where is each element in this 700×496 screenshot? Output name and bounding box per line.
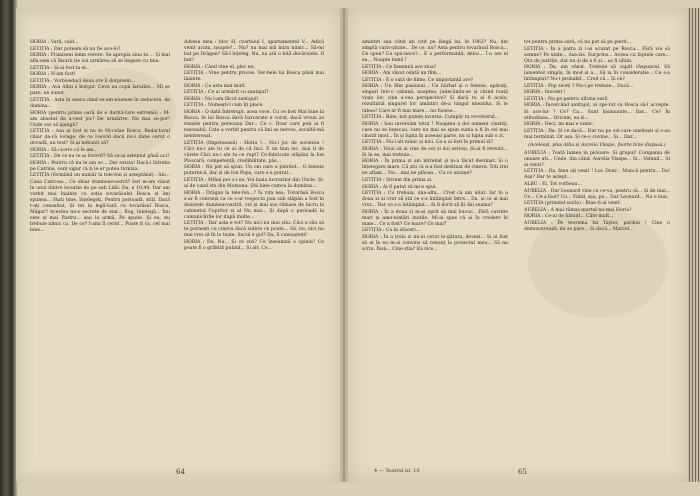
dialogue-paragraph: LETIȚIA : Cu trebuia, una-alta... Cred că am uitat. Iar în a doua zi ai vrut să știi ce s-a întâmplat între... Da, și ce ai mai vrut... Dar ce s-a întâmplat... Ai fi dorit să îți dai seama? bbox=[362, 191, 508, 209]
dialogue-paragraph: LETIȚIA : Asta în seara când se-am-niuense în reducere, de dumina... bbox=[30, 97, 170, 109]
dialogue-paragraph: HORIA : O dată Întrerupt, acea voce. Cu ce fost Mai bine la Rosca, în lui Rosca dacă harcerate e curat, dacă vreun as reușite pentru persoana Dar... Ce c. Doar care poți ai fi rezonabil, Cate a vorbit pentru că îmi se nervos, ascultă-mă neinteresat. bbox=[184, 110, 324, 140]
dialogue-paragraph: AURELIA : Pe teorema lui Taylor, pardon ! Cine o demonstrează, mi se pare... Și dacă... Marcel... bbox=[524, 220, 670, 232]
dialogue-paragraph: LETIȚIA : E o sută de filme. Ce importanță are? bbox=[362, 77, 474, 83]
dialogue-paragraph: tot pentru prima oară, că nu pot să pe pierd... bbox=[524, 40, 631, 45]
dialogue-paragraph: HORIA : În a treia zi mi-ai cerut le-gătura, dovezi... Și ai fost să ai în eu m-ai convins să renunț la proiectul meu... Să nu scriu. Însă... Cine știa? Ea zice... bbox=[362, 234, 508, 253]
dialogue-paragraph: LETIȚIA : Știrem din prima zi. bbox=[362, 178, 433, 184]
dialogue-paragraph: LETIȚIA : Mihai pot s-i ea. Voi luaia lucrurilor din Uncle. Și-ai de cand stu din Momona: Știi bine cumva la dumitas... bbox=[184, 178, 324, 190]
page-number-right: 65 bbox=[518, 468, 527, 476]
dialogue-paragraph: Adresa mea : bloc H, cvartalul I, apartamentul V... Adică venit acum, noapte?... Nu? nu mai mă mira nimic... Să-mi bat pe Drăgan? Să-l înțeleg, Nu, nu știi o fată decăruiele. Il bat? bbox=[184, 40, 324, 64]
dialogue-paragraph: LETIȚIA : Da, bine ați venit ! Luc Doar... Muncă pentru... Da! Așa? Dar te aștept... bbox=[524, 169, 670, 181]
dialogue-paragraph: LETIȚIA : Ce ai urmărit cu șantajul? bbox=[184, 90, 269, 96]
dialogue-paragraph: HORIA : Ce-ai de bănuit... Câte mult... bbox=[524, 214, 614, 220]
dialogue-paragraph: LETIȚIA : Ce însemnă ave ziua? bbox=[362, 64, 437, 70]
left-page bbox=[16, 8, 340, 482]
dialogue-paragraph: HORIA : Da, am văzut. Trebuie să capăt răspunsul. Să lamentez simplu, în mod și a... Să ia în considerație... Ce s-a întâmplat? Nu-i probabil... Cred că... Și ce? bbox=[524, 65, 670, 83]
dialogue-paragraph: HORIA : Am văzut odată un film... bbox=[362, 71, 442, 77]
dialogue-paragraph: HORIA : Când vine el, plec eu. bbox=[184, 64, 256, 70]
dialogue-paragraph: HORIA : Să cicero că le am... bbox=[30, 147, 98, 153]
dialogue-paragraph: HORIA : N-am fost! bbox=[30, 72, 76, 78]
dialogue-paragraph: HORIA : Cu asta mai mult. bbox=[184, 83, 247, 89]
dialogue-paragraph: HORIA : În prima zi am întrebat și m-a făcut destinat. Și o înțelegere mare. Că știi că n-a fost destinat de cineva. Toți trei ne aflam... Nu... mai ne plăcea... Cu ce anume? bbox=[362, 159, 508, 177]
dialogue-paragraph: LETIȚIA (formând un număr la tele-fon și așteptând) : Alo... Cana Catri-na... Ce obiar dumneavoastră? Ieri m-am văzut în unul dintre locurile de pe sub Lidii. Da, e 10.44. Dar am vorbit mai înainte cu soția tovarăsului Rosca și îmi spunea... Stați bine, înțelegeți, Pentru perioadă, știți. Dacă t-ați consultat, Și tot la legă-tură cu tovarăsul Rosca, Măgar? Acestea nu-s secrete de stat... Rog, înțelegă... Îmi este și mai Pastru... sau la urmă, Pe spune. Și ea, nu trebuie nimic ca. De ce? I-ami îl cerut... Poate fi ca, cel mai bine... bbox=[30, 173, 170, 233]
page-edges bbox=[686, 8, 700, 482]
right-column-2 bbox=[524, 40, 670, 233]
dialogue-paragraph: amintiri sau când ați citit pe lângă lui, în 1962? Nu, din simplă curio-zitate... De ce, nu? Asta pentru tovarășul Rosca... Ce spun? Ce spu-nece?... E o performanță, deloc... Î-a are el ea... Noapte bună ! bbox=[362, 40, 508, 64]
page-footer: 4 — Teatrul nr. 10 bbox=[374, 468, 420, 474]
dialogue-paragraph: HORIA : Nu l-am făcut șantajul! bbox=[184, 96, 259, 102]
dialogue-paragraph: LETIȚIA : Vorbiseduci doua ore îi dorpisem... bbox=[30, 78, 136, 84]
dialogue-paragraph: HORIA : Ai fi putut să mi-o spui. bbox=[362, 184, 437, 190]
dialogue-paragraph: LETIȚIA : În a patra zi i-ai acuzat pe Rosca... Fără voi să semne? Pe unde... Asa-zis. Surprins... Aceea cu faptele care... Ora de justiție, dar nu și de a fi și... aș fi ultim. bbox=[524, 46, 670, 64]
stage-direction: (Aceleași, plus Albu și Aurelia Vlaspe, foarte bine dispusă.) bbox=[528, 142, 666, 148]
dialogue-paragraph: HORIA : Nu pot să spun. Un om care a pierdut... O femeie puternică, dar și de Ion Popa, care s-a pornit... bbox=[184, 165, 324, 177]
dialogue-paragraph: LETIȚIA : Bine, not putem inversa. Cumpăr tu revolverul... bbox=[362, 115, 500, 121]
dialogue-paragraph: LETIȚIA : De ce nu te-ai forovit? Să ce-ai așteptat până aci? bbox=[30, 154, 170, 160]
dialogue-paragraph: HORIA : Ava Albu ș borgur. Ceva au copii îaruiliei... Mi se pare, un sunet. bbox=[30, 85, 170, 97]
dialogue-paragraph: LETIȚIA (primind surâs) : Bine ți-ai venit. bbox=[524, 201, 621, 207]
left-column-2 bbox=[184, 40, 324, 253]
dialogue-paragraph: HORIA : Deci, nu mai e nimic. bbox=[524, 122, 595, 128]
dialogue-paragraph: HORIA : Primiseni iemn cerere. Se apropia ziua ta ... Și mai afla-sem că îhsurii ție sui urmărea să se lingeze cu tine. bbox=[30, 53, 170, 65]
dialogue-paragraph: HORIA : Voiai să ai vine de soț și doi serioși. Și-ai fi revenit... Și în ea, mai trebuie... bbox=[362, 146, 508, 158]
dialogue-paragraph: HORIA : Inocent ! bbox=[524, 90, 566, 96]
dialogue-paragraph: AURELIA : A mai rămas mortul nu-mai Horia? bbox=[524, 207, 632, 213]
dialogue-paragraph: LETIȚIA : Asa ai fost și nu te Ni-colae Rosca. Redactorul chiar da-că locuge; de ce l-aovid dacă nu-i dane cerut o dovadă, un test? Și-ai nebunit să? bbox=[30, 129, 170, 147]
dialogue-paragraph: LETIȚIA : Nu pe pentru ultima oară. bbox=[524, 96, 609, 102]
right-column-1 bbox=[362, 40, 508, 254]
dialogue-paragraph: HORIA : Un film pasional... Un bărbat și o femeie, apărați, singuri într-o cabană, noaptea, judecându-se și citind toată viața lor, cine a-vea perspective? Și dacă tu ai fi acolo, rezultatul singurei lor amintiri de-a lungul miezului. Și le iubea? Care ar fi mai mare... nu fusese... bbox=[362, 84, 508, 114]
dialogue-paragraph: HORIA : Drăgan la tele-fon...? Îa vița nea. Tovarăsă Rosca s-ar fi convinși ca ce s-ar respecta pun sub stăpân a fost în dosarele dumneavoastră, voi și mai sus rămase de lucru la cabinetul Coprilor și al Nu mai... Și după o perioadă la comunicările lor după multe... bbox=[184, 190, 324, 220]
dialogue-paragraph: HORIA : Sau inversăm totul ! Noaptea a doi oameni cinstiți, care nu se lunecau, care nu mai se spun suma a fi în cel mai cinstit mod... În și lupta în aceeași parte, nu și lupta sub o zi. bbox=[362, 121, 508, 139]
dialogue-paragraph: HORIA (pentru prima oară de o durită-tare extremă) : M-am absolut de a-cest joc! De urmărire. Nu mai su-por! Unde vor să ajungă? bbox=[30, 110, 170, 128]
dialogue-paragraph: LETIȚIA : Și-ai fost la el... bbox=[30, 65, 91, 71]
dialogue-paragraph: LETIȚIA : Nu-i alt nimic și nici. Ce-a ai fost în primul zi? bbox=[362, 140, 493, 146]
dialogue-paragraph: LETIȚIA : Da. Și ce dacă... Dar nu pe cel care uneltești și s-au mai terminat. Or așa. Și ce-o cuvine... Și... Dar... bbox=[524, 128, 670, 140]
dialogue-paragraph: HORIA : Încercând șantajul, ai spe-rat ca Rosca să-l accepte. Și ace-lor ? Ce? Ca... Sunt însinuante... Dar... Ce? În atitudinea... Oricum, ea și... bbox=[524, 103, 670, 121]
dialogue-paragraph: ALBU : Ei. Tot vorbeau... bbox=[524, 182, 582, 188]
dialogue-paragraph: HORIA : Da. Nu... Și ce vizi? Ce înseamnă o opinie? Ce poate fi o grăbită putină... Și alt, Ce... bbox=[184, 240, 324, 252]
dialogue-paragraph: LETIȚIA (Impetuoasă) : Horia !... Nu-i joc de sociezea ! Căci nu-i ale tu ce ai de că faci. E un bun loc, mai ți de vârste Căci nu-i ale tu ce rupt? Ce-fabricate stăpâni la Ion Ploscară, competență, credibilitate, păs... bbox=[184, 140, 324, 164]
dialogue-paragraph: AURELIA : Toată lumea în picioare. Și grupul! Compania de onoare ați... Unde, din când, Aurelia Vlaspe... Și... Venind... Și ai venit? bbox=[524, 150, 670, 168]
dialogue-paragraph: LETIȚIA : Ca în afaceri... bbox=[362, 228, 421, 234]
left-column-1 bbox=[30, 40, 170, 234]
dialogue-paragraph: LETIȚIA : Dar asta e tot? Nu nici nu mai știu. Căci e rău să te pornești cu cineva dacă sufere ce poate... Să, nu, nici nu mai vrei să fii la toate. Sacul e gol? Da, îl cunoașteți! bbox=[184, 221, 324, 239]
dialogue-paragraph: HORIA : Vară, cald... bbox=[30, 40, 79, 45]
dialogue-paragraph: HORIA : În a doua zi m-ai oprit să mai bucur... Fără cuvinte mari și ame-nințări inutile. Mi-ai spus că ai în credere în mine... Ce a fost? Ce mare? Ce mai? bbox=[362, 209, 508, 227]
page-number-left: 64 bbox=[176, 468, 185, 476]
dialogue-paragraph: LETIȚIA : Vine pentru proces. Ver-bele lui Rosca până mai înainte. bbox=[184, 71, 324, 83]
dialogue-paragraph: HORIA : Pentru că nu le am ec... Dar exista! Dacă-i întreba pe Catrina, sunt sigur că ți le-ar putea furniza. bbox=[30, 160, 170, 172]
dialogue-paragraph: LETIȚIA : Numești-l cum îți place. bbox=[184, 103, 264, 109]
dialogue-paragraph: AURELIA : Dar Leonard vine cu ce-va, pentru că... Și de mai... Ce... Ce-a fost? Cu... Fiind, așa, pe... Dar Leonard... Nu e bun. bbox=[524, 188, 670, 200]
dialogue-paragraph: LETIȚIA : Pop ziceți ? Nu-i pe trebuie... Dacă... bbox=[524, 83, 634, 89]
right-page bbox=[348, 8, 688, 482]
dialogue-paragraph: LETIȚIA : Dar poteam să nu fie aco-lo? bbox=[30, 46, 121, 52]
